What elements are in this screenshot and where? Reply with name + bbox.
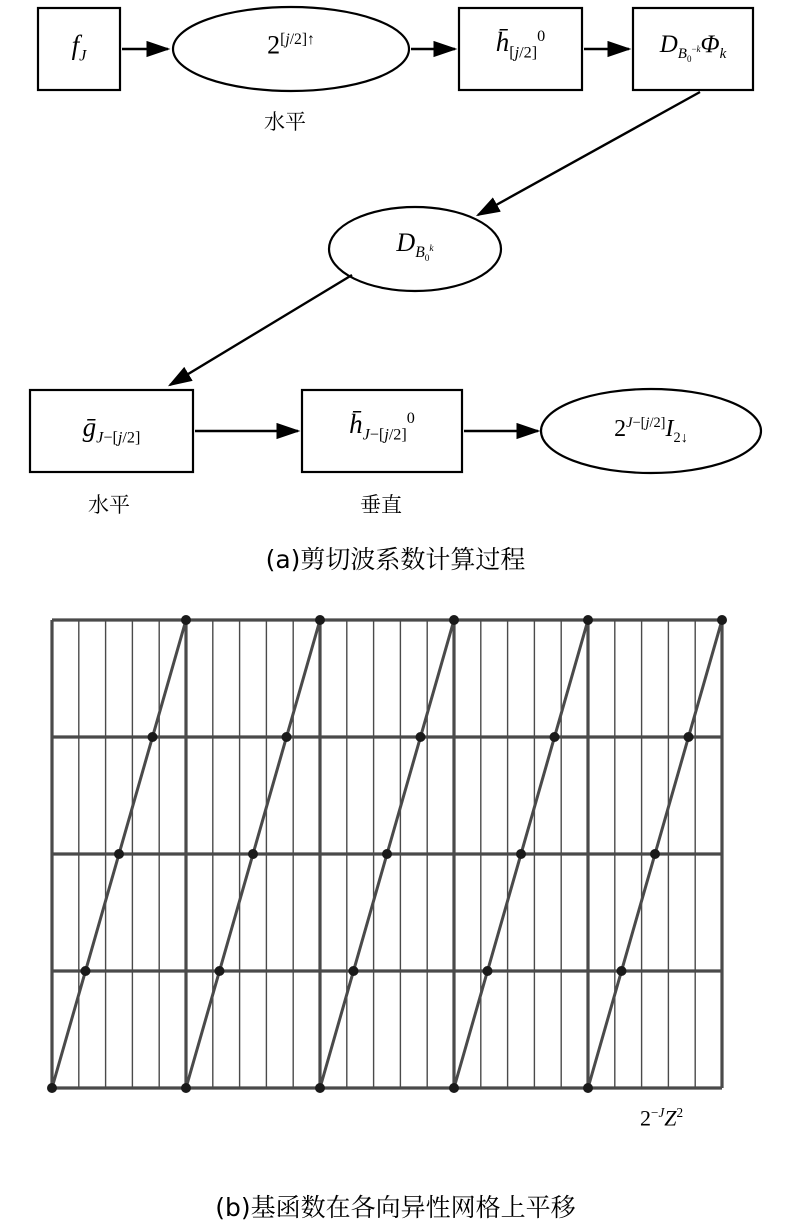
node-label-h0: $h̄_{[j/2]}^0$	[495, 27, 546, 62]
grid-point	[717, 615, 727, 625]
node-label-g: ḡ$_{J-[j/2]}$	[82, 412, 141, 447]
grid-point	[550, 732, 560, 742]
node-label-dbk: $D_{B_0^k}$	[396, 228, 434, 265]
grid-point	[114, 849, 124, 859]
node-label-h0b: $h̄_{J-[j/2]}^0$	[349, 409, 415, 444]
arrow-dbk-to-g	[170, 275, 352, 385]
grid-point	[583, 1083, 593, 1093]
grid-point	[349, 966, 359, 976]
grid-point	[617, 966, 627, 976]
grid-point	[148, 732, 158, 742]
caption-panel-a: (a)剪切波系数计算过程	[265, 545, 526, 574]
panel-a-flowchart	[0, 0, 791, 600]
annotation-horizontal-2: 水平	[88, 493, 130, 517]
panel-b-grid	[0, 600, 791, 1222]
grid-point	[215, 966, 225, 976]
grid-point	[483, 966, 493, 976]
grid-point	[650, 849, 660, 859]
node-label-dphi: $D_{B_0^{-k}}\Phi_k$	[659, 31, 727, 64]
grid-point	[449, 1083, 459, 1093]
grid-point	[416, 732, 426, 742]
annotation-vertical: 垂直	[360, 493, 402, 517]
panel-b-graphics	[0, 600, 791, 1160]
node-label-fj: $f_J$	[71, 30, 87, 65]
grid-point	[315, 615, 325, 625]
grid-point	[248, 849, 258, 859]
grid-point	[181, 1083, 191, 1093]
node-label-downsample: $2^{J-[j/2]}I_{2↓}$	[614, 415, 688, 446]
grid-point	[516, 849, 526, 859]
grid-point	[449, 615, 459, 625]
node-label-upsample: $2^{[j/2]↑}$	[267, 30, 315, 60]
grid-point	[684, 732, 694, 742]
annotation-horizontal-1: 水平	[264, 110, 306, 134]
grid-point	[315, 1083, 325, 1093]
grid-point	[47, 1083, 57, 1093]
grid-point	[181, 615, 191, 625]
grid-point	[382, 849, 392, 859]
arrow-dphi-to-dbk	[478, 92, 700, 215]
axis-label-lattice: $2^{-J}Z^2$	[640, 1105, 684, 1131]
grid-point	[282, 732, 292, 742]
caption-panel-b: (b)基函数在各向异性网格上平移	[215, 1193, 576, 1222]
grid-point	[583, 615, 593, 625]
grid-point	[81, 966, 91, 976]
